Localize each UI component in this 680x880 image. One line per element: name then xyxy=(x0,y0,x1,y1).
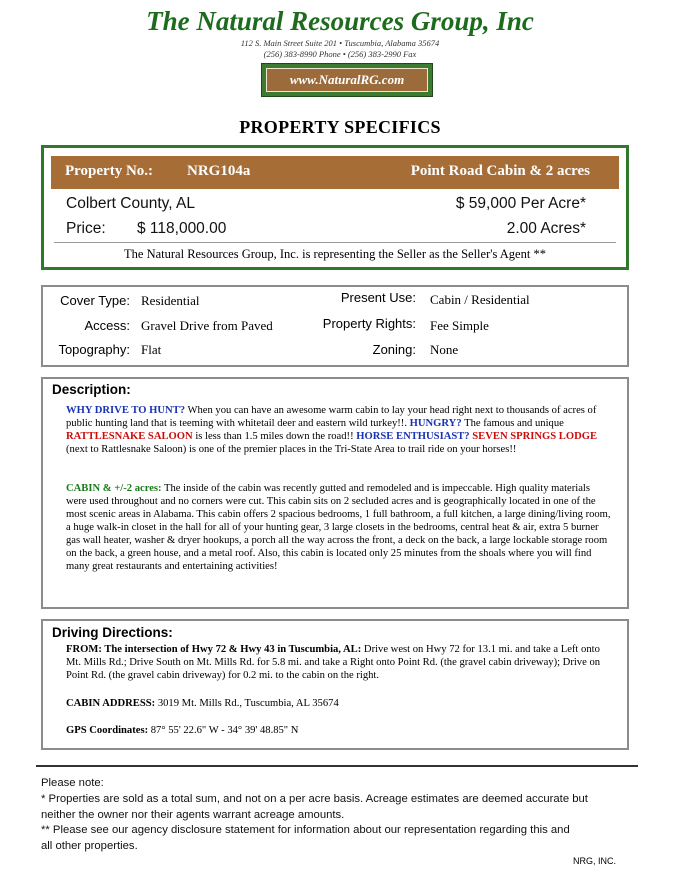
description-paragraph-2 xyxy=(66,482,611,573)
property-number-label: Property No.: xyxy=(65,163,154,179)
hungry-highlight: HUNGRY? xyxy=(409,418,462,429)
description-heading: Description: xyxy=(52,382,131,397)
cabin-highlight: CABIN & +/-2 acres: xyxy=(66,483,162,494)
company-address: 112 S. Main Street Suite 201 • Tuscumbia, Alabama 35674 xyxy=(240,38,440,48)
gps-value: 87° 55' 22.6" W - 34° 39' 48.85" N xyxy=(148,725,299,736)
directions-from-label: FROM: The intersection of Hwy 72 & Hwy 43 in Tuscumbia, AL: xyxy=(66,644,362,655)
property-specs-box xyxy=(41,285,629,367)
note-line-3: ** Please see our agency disclosure statement for information about our representation regarding this and xyxy=(41,824,570,836)
company-name: The Natural Resources Group, Inc xyxy=(146,6,534,36)
divider xyxy=(54,242,616,243)
property-title: Point Road Cabin & 2 acres xyxy=(410,163,590,179)
description-paragraph-1 xyxy=(66,404,611,456)
notes-divider xyxy=(36,765,638,767)
description-text: is less than 1.5 miles down the road!! xyxy=(192,431,357,442)
directions-box xyxy=(41,619,629,750)
topography-value: Flat xyxy=(141,342,162,357)
notes-title: Please note: xyxy=(41,777,104,789)
acreage: 2.00 Acres* xyxy=(506,220,586,237)
directions-route: Drive west on Hwy 72 for 13.1 mi. and take a Left onto Mt. Mills Rd.; Drive South on Mt. Mills Rd. for 5.8 mi. and take a Right onto Point Rd. (the gravel cabin driveway); Drive on Point Rd. (the gravel cabin driveway) for 0.2 mi. to the cabin on the right. xyxy=(66,644,601,681)
footer-company-id: NRG, INC. xyxy=(572,856,616,866)
lodge-highlight: SEVEN SPRINGS LODGE xyxy=(472,431,598,442)
price-per-acre: $ 59,000 Per Acre* xyxy=(455,195,586,212)
topography-label: Topography: xyxy=(58,342,130,357)
note-line-1: * Properties are sold as a total sum, and not on a per acre basis. Acreage estimates are deemed accurate but xyxy=(41,793,588,805)
directions-text xyxy=(66,643,608,682)
cover-type-value: Residential xyxy=(141,293,200,308)
cabin-address-label: CABIN ADDRESS: xyxy=(66,698,156,709)
saloon-highlight: RATTLESNAKE SALOON xyxy=(66,431,193,442)
company-phone: (256) 383-8990 Phone • (256) 383-2990 Fax xyxy=(263,49,417,59)
cabin-address xyxy=(66,697,608,710)
website-link[interactable]: www.NaturalRG.com xyxy=(266,68,428,92)
description-text: When you can have an awesome warm cabin to lay your head right next to thousands of acres of public hunting land that is teeming with whitetail deer and eastern wild turkey!!. xyxy=(66,405,597,429)
page-title: PROPERTY SPECIFICS xyxy=(239,117,441,137)
price-value: $ 118,000.00 xyxy=(137,220,227,237)
zoning-value: None xyxy=(430,342,459,357)
description-box xyxy=(41,377,629,609)
access-value: Gravel Drive from Paved xyxy=(141,318,273,333)
website-button[interactable] xyxy=(261,63,433,97)
note-line-2: neither the owner nor their agents warrant acreage amounts. xyxy=(41,809,345,821)
zoning-label: Zoning: xyxy=(372,342,416,357)
cover-type-label: Cover Type: xyxy=(60,293,130,308)
property-county: Colbert County, AL xyxy=(66,195,195,212)
hunt-highlight: WHY DRIVE TO HUNT? xyxy=(66,405,186,416)
access-label: Access: xyxy=(84,318,130,333)
property-rights-label: Property Rights: xyxy=(322,316,416,331)
gps-coordinates xyxy=(66,724,608,737)
directions-heading: Driving Directions: xyxy=(52,625,173,640)
property-number: NRG104a xyxy=(187,163,251,179)
description-text: The famous and unique xyxy=(461,418,564,429)
cabin-address-value: 3019 Mt. Mills Rd., Tuscumbia, AL 35674 xyxy=(155,698,339,709)
property-summary-box xyxy=(41,145,629,270)
present-use-label: Present Use: xyxy=(340,290,416,305)
gps-label: GPS Coordinates: xyxy=(66,725,149,736)
description-text: The inside of the cabin was recently gutted and remodeled and is impeccable. High quality materials were used throughout and no corners were cut. This cabin sits on 2 secluded acres and is geographically located in one of the most scenic areas in Alabama. This cabin offers 2 spacious bedrooms, 1 full bathroom, a full kitchen, a large dining/living room, a huge walk-in closet in the hall for all of your hunting gear, 3 large closets in the bedrooms, central heat & air, extra 5 burner gas wall heater, washer & dryer hookups, a porch all the way across the front, a deck on the back, a large lockable storage room on the back, a green house, and a metal roof. Also, this cabin is located only 25 minutes from the shoals where you will find many great restaurants and entertaining activities! xyxy=(66,483,611,572)
agent-note: The Natural Resources Group, Inc. is representing the Seller as the Seller's Agent ** xyxy=(124,247,546,261)
description-text: (next to Rattlesnake Saloon) is one of the premier places in the Tri-State Area to trail ride on your horses!! xyxy=(66,444,517,455)
horse-highlight: HORSE ENTHUSIAST? xyxy=(356,431,470,442)
property-rights-value: Fee Simple xyxy=(430,318,489,333)
property-title-bar xyxy=(51,156,619,189)
note-line-4: all other properties. xyxy=(41,840,138,852)
present-use-value: Cabin / Residential xyxy=(430,292,530,307)
price-label: Price: xyxy=(66,220,106,237)
